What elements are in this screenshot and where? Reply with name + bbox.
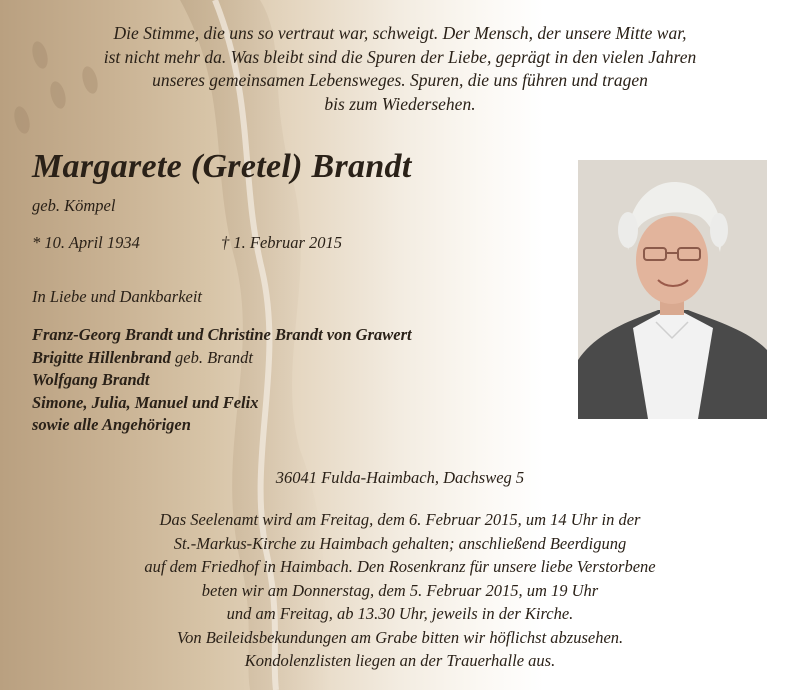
portrait-photo bbox=[578, 160, 767, 419]
verse-line: unseres gemeinsamen Lebensweges. Spuren, die uns führen und tragen bbox=[152, 70, 648, 90]
birth-name: geb. Kömpel bbox=[32, 196, 116, 215]
mourner-line bbox=[32, 414, 412, 437]
mourner-name: Brigitte Hillenbrand bbox=[32, 347, 171, 367]
announcement-line: Kondolenzlisten liegen an der Trauerhalle aus. bbox=[244, 651, 556, 670]
mourner-line bbox=[32, 369, 412, 392]
portrait-illustration bbox=[578, 160, 767, 419]
announcement-line: und am Freitag, ab 13.30 Uhr, jeweils in der Kirche. bbox=[226, 604, 574, 623]
announcement-line: Von Beileidsbekundungen am Grabe bitten wir höflichst abzusehen. bbox=[176, 627, 624, 647]
mourner-line bbox=[32, 392, 412, 415]
verse-line: bis zum Wiedersehen. bbox=[324, 93, 476, 114]
mourner-line bbox=[32, 347, 412, 370]
mourner-name: Franz-Georg Brandt und Christine Brandt von Grawert bbox=[32, 325, 412, 344]
announcement-line: beten wir am Donnerstag, dem 5. Februar 2015, um 19 Uhr bbox=[201, 580, 599, 600]
birth-date: * 10. April 1934 bbox=[32, 233, 140, 252]
memorial-verse bbox=[0, 22, 800, 116]
death-date: † 1. Februar 2015 bbox=[221, 233, 342, 252]
mourners-list bbox=[32, 324, 412, 437]
mourner-name: sowie alle Angehörigen bbox=[32, 415, 191, 434]
mourner-name: Wolfgang Brandt bbox=[32, 370, 150, 389]
funeral-announcement bbox=[0, 508, 800, 673]
verse-line: ist nicht mehr da. Was bleibt sind die Spuren der Liebe, geprägt in den vielen Jahren bbox=[103, 46, 697, 67]
verse-line: Die Stimme, die uns so vertraut war, schweigt. Der Mensch, der unsere Mitte war, bbox=[113, 23, 687, 43]
announcement-line: Das Seelenamt wird am Freitag, dem 6. Februar 2015, um 14 Uhr in der bbox=[159, 510, 641, 529]
deceased-name: Margarete (Gretel) Brandt bbox=[32, 148, 412, 185]
dedication: In Liebe und Dankbarkeit bbox=[32, 287, 203, 306]
announcement-line: auf dem Friedhof in Haimbach. Den Rosenkranz für unsere liebe Verstorbene bbox=[144, 557, 656, 576]
family-address: 36041 Fulda-Haimbach, Dachsweg 5 bbox=[275, 468, 525, 487]
mourner-name: Simone, Julia, Manuel und Felix bbox=[32, 392, 259, 412]
mourner-line bbox=[32, 324, 412, 347]
announcement-line: St.-Markus-Kirche zu Haimbach gehalten; anschließend Beerdigung bbox=[173, 533, 627, 553]
mourner-note: geb. Brandt bbox=[170, 347, 253, 367]
